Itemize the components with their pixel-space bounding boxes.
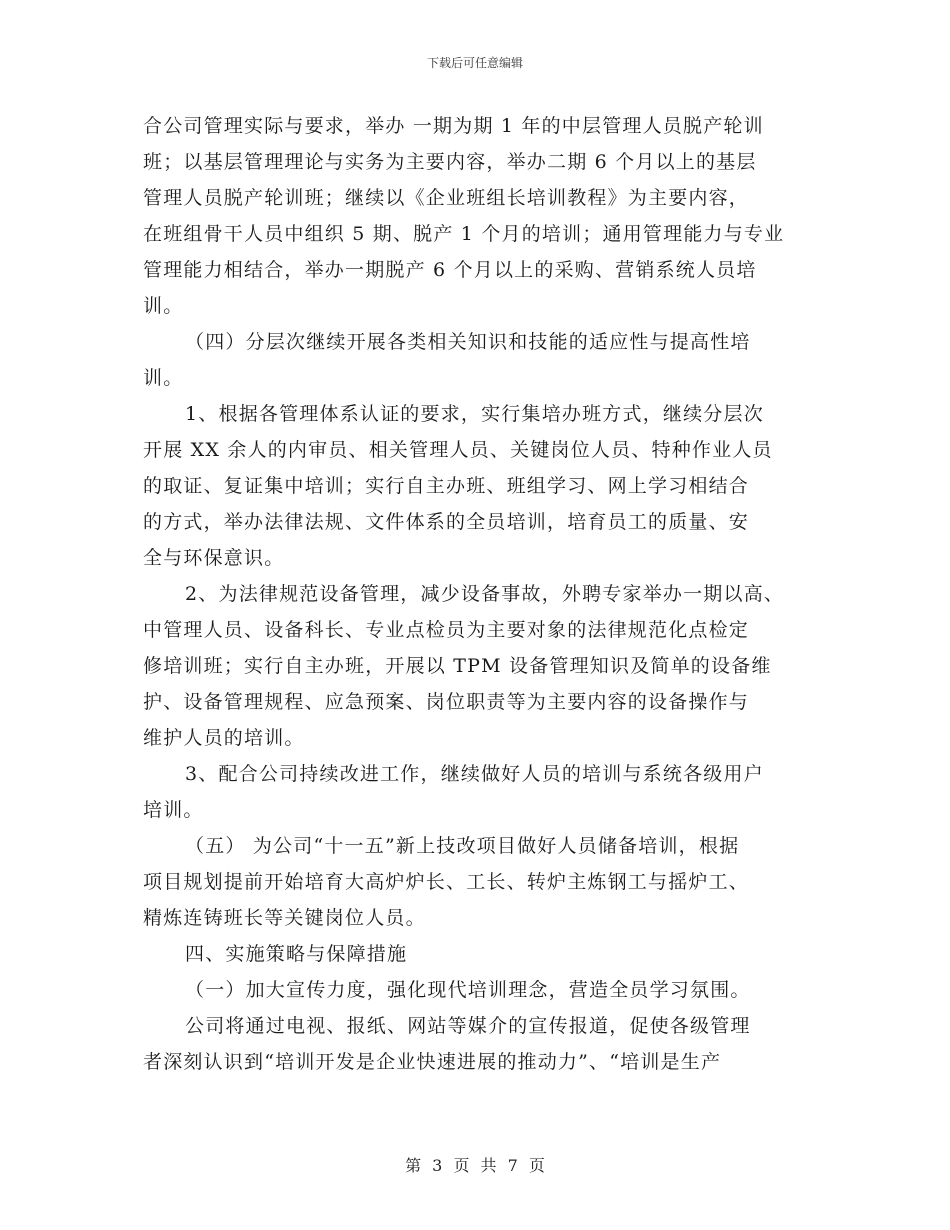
text-line: 管理能力相结合，举办一期脱产 6 个月以上的采购、营销系统人员培 xyxy=(143,259,757,281)
text-line: （一）加大宣传力度，强化现代培训理念，营造全员学习氛围。 xyxy=(185,979,751,1001)
document-body xyxy=(143,108,823,1080)
text-line: 精炼连铸班长等关键岗位人员。 xyxy=(143,907,426,929)
text-line: 在班组骨干人员中组织 5 期、脱产 1 个月的培训；通用管理能力与专业 xyxy=(143,223,785,245)
text-line: 合公司管理实际与要求，举办 一期为期 1 年的中层管理人员脱产轮训 xyxy=(143,115,764,137)
text-line: 公司将通过电视、报纸、网站等媒介的宣传报道，促使各级管理 xyxy=(185,1015,751,1037)
text-line: 培训。 xyxy=(143,799,204,821)
text-line: 全与环保意识。 xyxy=(143,547,285,569)
text-line: 维护人员的培训。 xyxy=(143,727,305,749)
text-line: （五） 为公司“十一五”新上技改项目做好人员储备培训，根据 xyxy=(185,835,740,857)
text-line: 2、为法律规范设备管理，减少设备事故，外聘专家举办一期以高、 xyxy=(185,583,785,605)
text-line: 中管理人员、设备科长、专业点检员为主要对象的法律规范化点检定 xyxy=(143,619,750,641)
page-header: 下载后可任意编辑 xyxy=(426,56,523,70)
text-line: 者深刻认识到“培训开发是企业快速进展的推动力”、“培训是生产 xyxy=(143,1051,722,1073)
text-line: （四）分层次继续开展各类相关知识和技能的适应性与提高性培 xyxy=(185,331,751,353)
text-line: 班；以基层管理理论与实务为主要内容，举办二期 6 个月以上的基层 xyxy=(143,151,757,173)
text-line: 的方式，举办法律法规、文件体系的全员培训，培育员工的质量、安 xyxy=(143,511,750,533)
text-line: 四、实施策略与保障措施 xyxy=(185,943,408,965)
text-line: 修培训班；实行自主办班，开展以 TPM 设备管理知识及简单的设备维 xyxy=(143,655,772,677)
text-line: 的取证、复证集中培训；实行自主办班、班组学习、网上学习相结合 xyxy=(143,475,750,497)
text-line: 护、设备管理规程、应急预案、岗位职责等为主要内容的设备操作与 xyxy=(143,691,750,713)
text-line: 项目规划提前开始培育大高炉炉长、工长、转炉主炼钢工与摇炉工、 xyxy=(143,871,750,893)
text-line: 3、配合公司持续改进工作，继续做好人员的培训与系统各级用户 xyxy=(185,763,764,785)
text-line: 开展 XX 余人的内审员、相关管理人员、关键岗位人员、特种作业人员 xyxy=(143,439,773,461)
text-line: 训。 xyxy=(143,367,184,389)
page-footer: 第 3 页 共 7 页 xyxy=(405,1156,545,1175)
text-line: 1、根据各管理体系认证的要求，实行集培办班方式，继续分层次 xyxy=(185,403,764,425)
text-line: 管理人员脱产轮训班；继续以《企业班组长培训教程》为主要内容， xyxy=(143,187,750,209)
text-line: 训。 xyxy=(143,295,184,317)
